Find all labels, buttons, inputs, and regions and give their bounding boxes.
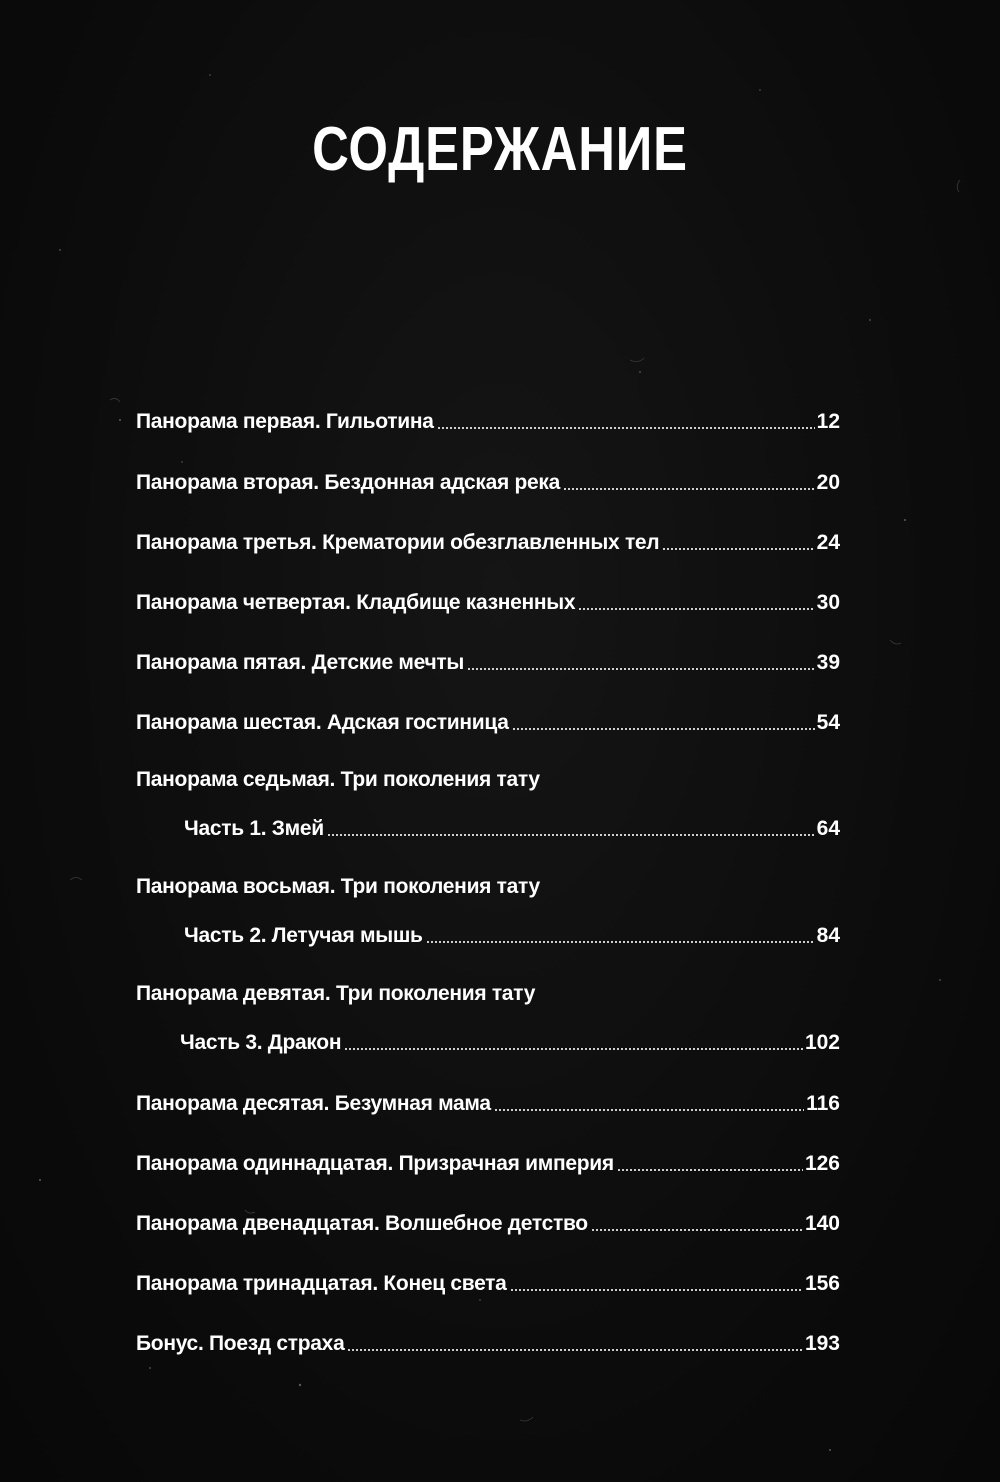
- toc-entry-title: Панорама вторая. Бездонная адская река: [136, 471, 560, 494]
- toc-page-number: 54: [816, 711, 840, 734]
- dot-leader: [662, 547, 814, 551]
- dot-leader: [512, 727, 815, 731]
- toc-entry-title: Панорама шестая. Адская гостиница: [136, 711, 509, 734]
- dot-leader: [510, 1288, 803, 1292]
- toc-page-number: 30: [816, 591, 840, 614]
- toc-entry[interactable]: [136, 1026, 840, 1056]
- toc-entry-title: Панорама десятая. Безумная мама: [136, 1092, 491, 1115]
- toc-entry[interactable]: [136, 1207, 840, 1237]
- toc-entry[interactable]: [136, 706, 840, 736]
- dot-leader: [617, 1168, 803, 1172]
- toc-entry[interactable]: [136, 1147, 840, 1177]
- dot-leader: [467, 667, 815, 671]
- toc-entry-title: Панорама тринадцатая. Конец света: [136, 1272, 507, 1295]
- toc-page-number: 39: [816, 651, 840, 674]
- toc-entry-title: Бонус. Поезд страха: [136, 1332, 345, 1355]
- toc-entry[interactable]: [136, 466, 840, 496]
- toc-page-number: 102: [804, 1031, 840, 1054]
- toc-entry-title: Часть 1. Змей: [184, 817, 324, 840]
- toc-page-number: 12: [816, 410, 840, 433]
- dot-leader: [494, 1108, 804, 1112]
- toc-page-number: 20: [816, 471, 840, 494]
- toc-entry[interactable]: [136, 646, 840, 676]
- toc-entry-heading: Панорама восьмая. Три поколения тату: [136, 875, 540, 898]
- page-title: СОДЕРЖАНИЕ: [312, 115, 688, 184]
- dot-leader: [344, 1047, 803, 1051]
- toc-entry[interactable]: [136, 1087, 840, 1117]
- toc-entry-title: Панорама четвертая. Кладбище казненных: [136, 591, 576, 614]
- dot-leader: [578, 607, 814, 611]
- toc-page-number: 64: [816, 817, 840, 840]
- toc-entry[interactable]: [136, 1327, 840, 1357]
- toc-page-number: 156: [804, 1272, 840, 1295]
- toc-page-number: 84: [816, 924, 840, 947]
- toc-entry-title: Панорама третья. Крематории обезглавленных тел: [136, 531, 660, 554]
- toc-entry-heading: Панорама девятая. Три поколения тату: [136, 982, 536, 1005]
- toc-page-number: 140: [804, 1212, 840, 1235]
- toc-entry[interactable]: [136, 812, 840, 842]
- toc-page-number: 24: [816, 531, 840, 554]
- table-of-contents: [136, 0, 840, 1482]
- dot-leader: [327, 833, 815, 837]
- toc-entry[interactable]: [136, 586, 840, 616]
- toc-entry[interactable]: [136, 919, 840, 949]
- dot-leader: [426, 940, 815, 944]
- toc-page-number: 193: [804, 1332, 840, 1355]
- toc-entry-title: Часть 3. Дракон: [180, 1031, 342, 1054]
- toc-page-number: 126: [804, 1152, 840, 1175]
- dot-leader: [437, 426, 815, 430]
- toc-entry-title: Панорама одиннадцатая. Призрачная империя: [136, 1152, 614, 1175]
- toc-entry-title: Панорама первая. Гильотина: [136, 410, 434, 433]
- dot-leader: [563, 487, 815, 491]
- toc-entry[interactable]: [136, 526, 840, 556]
- dot-leader: [591, 1228, 803, 1232]
- toc-entry-title: Панорама двенадцатая. Волшебное детство: [136, 1212, 588, 1235]
- dot-leader: [347, 1348, 803, 1352]
- toc-page-number: 116: [806, 1092, 840, 1115]
- toc-entry-title: Часть 2. Летучая мышь: [184, 924, 423, 947]
- toc-entry-title: Панорама пятая. Детские мечты: [136, 651, 465, 674]
- toc-entry[interactable]: [136, 1267, 840, 1297]
- toc-entry[interactable]: [136, 405, 840, 435]
- toc-entry-heading: Панорама седьмая. Три поколения тату: [136, 768, 540, 791]
